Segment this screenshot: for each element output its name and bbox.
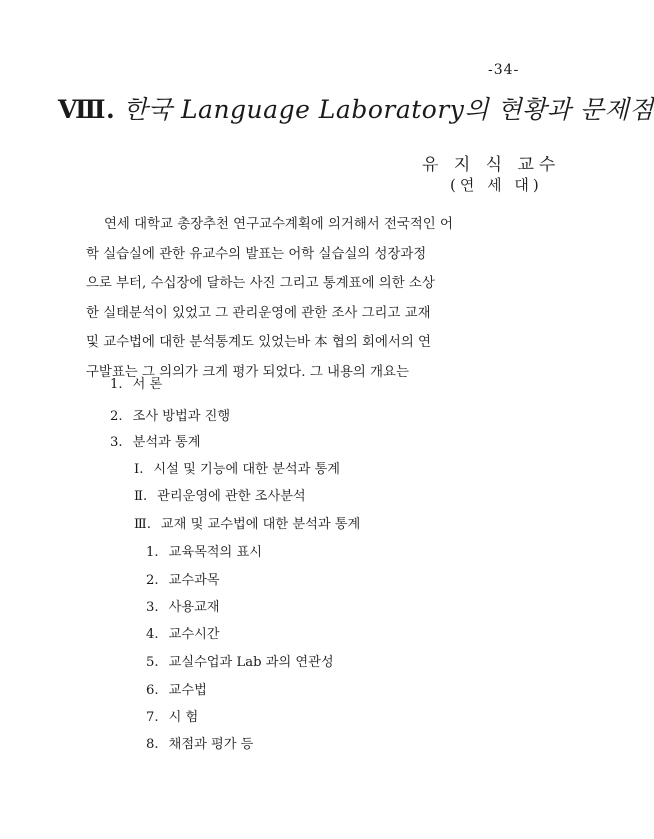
paragraph-line: 구발표는 그 의의가 크게 평가 되었다. 그 내용의 개요는	[86, 364, 409, 380]
paragraph-line: 한 실태분석이 있었고 그 관리운영에 관한 조사 그리고 교재	[86, 305, 431, 321]
outline-item: 3. 분석과 통계	[110, 435, 201, 450]
section-title-text: 한국 Language Laboratory의 현황과 문제점	[123, 95, 654, 124]
paragraph-line: 으로 부터, 수십장에 달하는 사진 그리고 통계표에 의한 소상	[86, 276, 435, 291]
outline-item: 8. 채점과 평가 등	[146, 737, 254, 752]
paragraph-line: 학 실습실에 관한 유교수의 발표는 어학 실습실의 성장과정	[86, 246, 427, 262]
outline-item: 2. 교수과목	[146, 573, 220, 588]
author-name: 유 지 식 교수	[422, 155, 561, 175]
paragraph-line: 연세 대학교 총장추천 연구교수계획에 의거해서 전국적인 어	[104, 217, 453, 232]
outline-item: 7. 시 험	[146, 710, 199, 725]
page-number: -34-	[488, 62, 520, 78]
section-title	[58, 90, 654, 126]
paragraph-line: 및 교수법에 대한 분석통계도 있었는바 本 협의 회에서의 연	[86, 335, 431, 350]
outline-item: 1. 서 론	[110, 377, 163, 392]
outline-item: 1. 교육목적의 표시	[146, 545, 262, 560]
outline-item: 5. 교실수업과 Lab 과의 연관성	[146, 655, 334, 670]
outline-item: 6. 교수법	[146, 683, 207, 698]
section-roman-numeral: Ⅷ.	[58, 95, 116, 124]
body-paragraph	[86, 210, 526, 387]
author-affiliation: (연 세 대)	[450, 176, 543, 194]
outline-item: Ⅰ. 시설 및 기능에 대한 분석과 통계	[134, 462, 340, 477]
outline-item: 2. 조사 방법과 진행	[110, 409, 231, 424]
outline-item: Ⅲ. 교재 및 교수법에 대한 분석과 통계	[134, 517, 361, 532]
outline-item: 3. 사용교재	[146, 600, 220, 615]
outline-item: Ⅱ. 관리운영에 관한 조사분석	[134, 489, 306, 504]
outline-item: 4. 교수시간	[146, 627, 220, 642]
